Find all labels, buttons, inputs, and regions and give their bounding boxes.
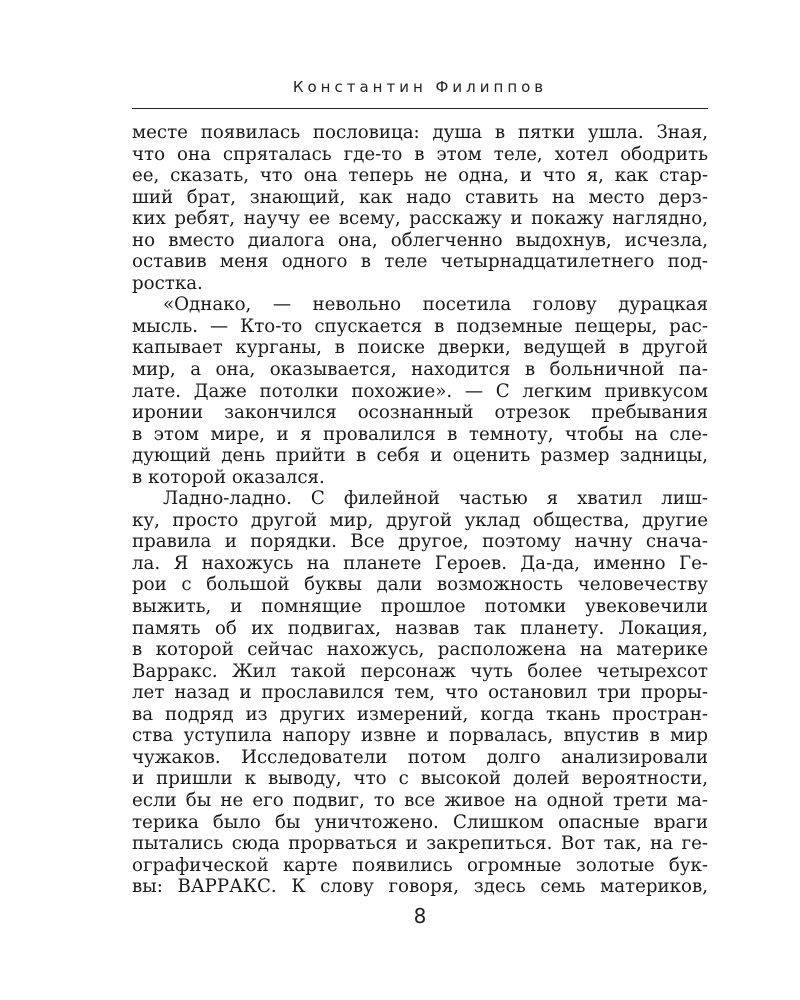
text-line: ку, просто другой мир, другой уклад общества, другие (132, 509, 708, 531)
text-line: мир, а она, оказывается, находится в больничной па- (132, 359, 708, 381)
text-line: в которой оказался. (132, 466, 325, 488)
running-header-title: Константин Филиппов (292, 78, 548, 96)
text-line: оставив меня одного в теле четырнадцатилетнего под- (132, 251, 708, 273)
text-line: память об их подвигах, назвав так планету. Локация, (132, 617, 708, 639)
text-line: чужаков. Исследователи потом долго анализировали (132, 746, 708, 768)
text-line: рои с большой буквы дали возможность человечеству (132, 574, 708, 596)
header-divider (132, 108, 708, 109)
text-line: в этом мире, и я провалился в темноту, чтобы на сле- (132, 423, 708, 445)
text-line: что она спряталась где-то в этом теле, хотел ободрить (132, 143, 708, 165)
text-line: ее, сказать, что она теперь не одна, и что я, как стар- (132, 165, 708, 187)
text-line: Варракс. Жил такой персонаж чуть более четырехсот (132, 660, 708, 682)
text-line: пытались сюда прорваться и закрепиться. Вот так, на ге- (132, 833, 708, 855)
text-line: в которой сейчас нахожусь, расположена на материке (132, 639, 708, 661)
text-line: ких ребят, научу ее всему, расскажу и покажу наглядно, (132, 208, 708, 230)
page-body-text (132, 122, 708, 898)
text-line: ства уступила напору извне и порвалась, впустив в мир (132, 725, 708, 747)
text-line: ростка. (132, 272, 203, 294)
text-line: дующий день прийти в себя и оценить размер задницы, (132, 445, 708, 467)
text-line: ла. Я нахожусь на планете Героев. Да-да, именно Ге- (132, 552, 708, 574)
text-line: и пришли к выводу, что с высокой долей вероятности, (132, 768, 708, 790)
text-line: ший брат, знающий, как надо ставить на место дерз- (132, 186, 708, 208)
text-line: «Однако, — невольно посетила голову дурацкая (163, 294, 708, 316)
text-line: ографической карте появились огромные золотые бук- (132, 854, 708, 876)
text-line: если бы не его подвиг, то все живое на одной трети ма- (132, 789, 708, 811)
text-line: вы: ВАРРАКС. К слову говоря, здесь семь материков, (132, 876, 708, 898)
text-line: терика было бы уничтожено. Слишком опасные враги (132, 811, 708, 833)
page-number: 8 (413, 904, 427, 928)
text-line: иронии закончился осознанный отрезок пребывания (132, 402, 708, 424)
text-line: правила и порядки. Все другое, поэтому начну снача- (132, 531, 708, 553)
text-line: Ладно-ладно. С филейной частью я хватил лиш- (163, 488, 708, 510)
text-line: но вместо диалога она, облегченно выдохнув, исчезла, (132, 229, 708, 251)
text-line: выжить, и помнящие прошлое потомки увековечили (132, 596, 708, 618)
text-line: мысль. — Кто-то спускается в подземные пещеры, рас- (132, 315, 708, 337)
text-line: лате. Даже потолки похожие». — С легким привкусом (132, 380, 708, 402)
text-line: ва подряд из других измерений, когда ткань простран- (132, 703, 708, 725)
text-line: капывает курганы, в поиске дверки, ведущей в другой (132, 337, 708, 359)
text-line: месте появилась пословица: душа в пятки ушла. Зная, (132, 122, 708, 143)
text-line: лет назад и прославился тем, что остановил три проры- (132, 682, 708, 704)
